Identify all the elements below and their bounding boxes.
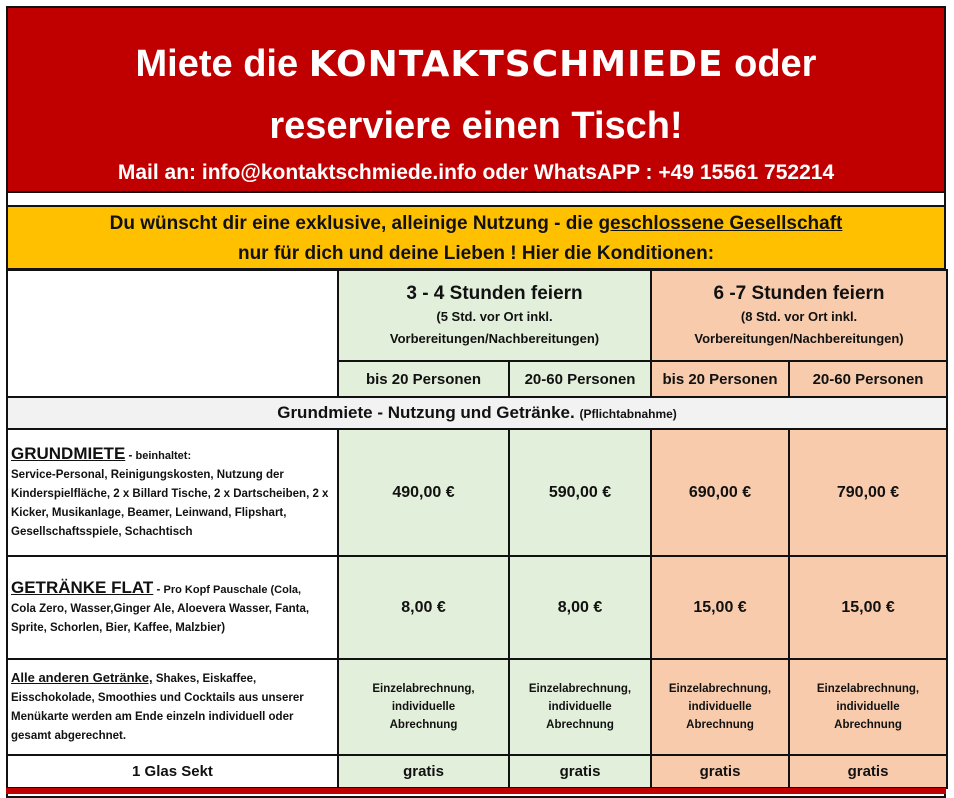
brand-name: KONTAKTSCHMIEDE [308,44,724,85]
billing-line-3: Abrechnung [546,719,614,731]
grundmiete-details: Service-Personal, Reinigungskosten, Nutzung der Kinderspielfläche, 2 x Billard Tische, 2 x Dartscheiben, 2 x Kicker, Musikanlage, Beamer, Leinwand, Flipshart, Gesellschaftsspiele, Schachtisch [11,468,329,538]
table-row-grundmiete [7,429,947,556]
group-size-long-large: 20-60 Personen [789,361,947,397]
price-flat-long-large: 15,00 € [789,556,947,659]
package-short-header [338,270,651,361]
group-size-long-small: bis 20 Personen [651,361,789,397]
billing-line-2: individuelle [548,701,612,713]
package-short-title: 3 - 4 Stunden feiern [406,282,583,304]
intro-highlight: geschlossene Gesellschaft [598,213,843,234]
getraenke-flat-label: GETRÄNKE FLAT [11,577,154,597]
intro-line-1-text: Du wünscht dir eine exklusive, alleinige Nutzung - die [109,213,599,234]
billing-line-2: individuelle [836,701,900,713]
sekt-long-small: gratis [651,755,789,788]
other-drinks-label-tail: Shakes, Eiskaffee, [152,673,257,685]
sekt-short-small: gratis [338,755,509,788]
billing-long-large [789,659,947,755]
sekt-long-large: gratis [789,755,947,788]
price-flat-long-small: 15,00 € [651,556,789,659]
billing-short-small [338,659,509,755]
intro-line-1 [8,209,944,239]
banner-headline-1 [8,41,944,88]
pricing-table [6,269,948,789]
package-long-sub1: (8 Std. vor Ort inkl. [740,308,858,324]
intro-line-2: nur für dich und deine Lieben ! Hier die Konditionen: [237,243,715,264]
banner-headline-pre: Miete die [135,43,309,85]
billing-line-2: individuelle [688,701,752,713]
getraenke-flat-label-tail: Pro Kopf Pauschale (Cola, [163,583,302,596]
grundmiete-label-tail: beinhaltet: [135,449,192,462]
price-grundmiete-long-small: 690,00 € [651,429,789,556]
header-banner [6,6,946,193]
billing-long-small [651,659,789,755]
sekt-label: 1 Glas Sekt [7,755,338,788]
sekt-short-large: gratis [509,755,651,788]
package-long-sub2: Vorbereitungen/Nachbereitungen) [694,330,904,346]
price-grundmiete-short-small: 490,00 € [338,429,509,556]
billing-line-1: Einzelabrechnung, [668,683,772,695]
empty-corner-cell [7,270,338,397]
banner-headline-post: oder [723,43,817,85]
billing-line-3: Abrechnung [834,719,902,731]
intro-box [6,205,946,270]
group-size-short-large: 20-60 Personen [509,361,651,397]
price-grundmiete-short-large: 590,00 € [509,429,651,556]
billing-line-3: Abrechnung [389,719,458,731]
price-grundmiete-long-large: 790,00 € [789,429,947,556]
grundmiete-dash: - [125,449,136,462]
banner-headline-2: reserviere einen Tisch! [269,105,683,147]
package-header-row [7,270,947,361]
package-short-sub1: (5 Std. vor Ort inkl. [436,308,553,324]
grundmiete-description [7,429,338,556]
table-row-getraenke-flat [7,556,947,659]
getraenke-flat-dash: - [153,583,164,596]
grundmiete-label: GRUNDMIETE [11,443,126,463]
other-drinks-label: Alle anderen Getränke, [11,670,153,685]
billing-line-2: individuelle [391,701,456,713]
other-drinks-description [7,659,338,755]
contact-line: Mail an: info@kontaktschmiede.info oder WhatsAPP : +49 15561 752214 [117,161,835,184]
table-row-sekt [7,755,947,788]
billing-line-3: Abrechnung [686,719,754,731]
billing-line-1: Einzelabrechnung, [816,683,920,695]
getraenke-flat-description [7,556,338,659]
section-title [7,397,947,429]
price-flat-short-small: 8,00 € [338,556,509,659]
billing-line-1: Einzelabrechnung, [528,683,632,695]
billing-line-1: Einzelabrechnung, [372,683,475,695]
group-size-short-small: bis 20 Personen [338,361,509,397]
package-long-title: 6 -7 Stunden feiern [713,282,885,304]
section-header-row [7,397,947,429]
getraenke-flat-details: Cola Zero, Wasser,Ginger Ale, Aloevera Wasser, Fanta, Sprite, Schorlen, Bier, Kaffee, Malzbier) [11,602,310,634]
billing-short-large [509,659,651,755]
other-drinks-details: Eisschokolade, Smoothies und Cocktails aus unserer Menükarte werden am Ende einzeln individuell oder gesamt abgerechnet. [11,692,304,742]
package-long-header [651,270,947,361]
package-short-sub2: Vorbereitungen/Nachbereitungen) [389,330,600,346]
bottom-red-bar [6,788,946,794]
table-row-other-drinks [7,659,947,755]
section-title-text: Grundmiete - Nutzung und Getränke. [277,403,580,422]
price-flat-short-large: 8,00 € [509,556,651,659]
section-note: (Pflichtabnahme) [579,407,677,421]
